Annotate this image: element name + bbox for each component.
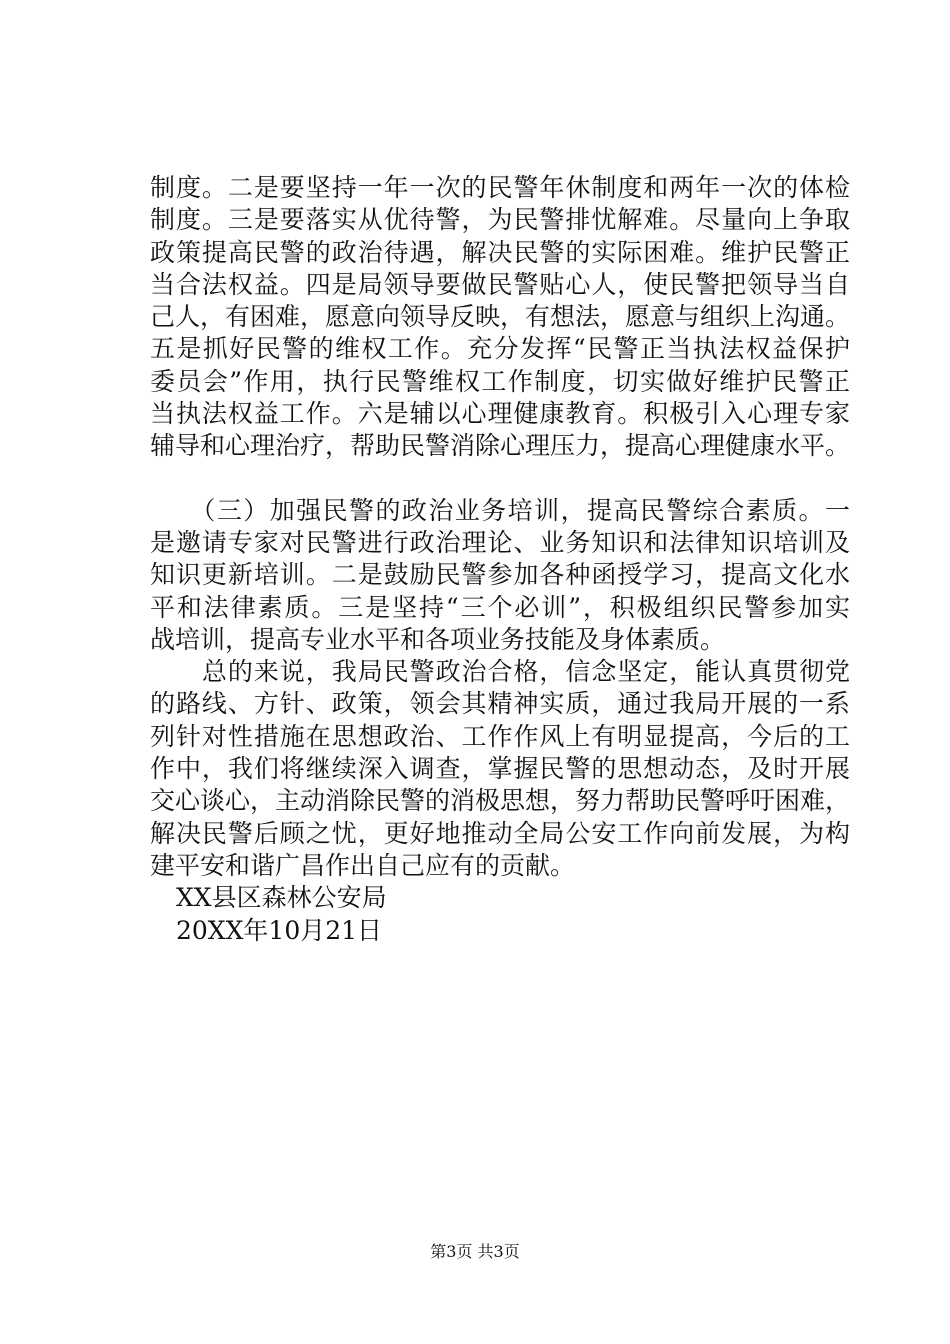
text-line: 建平安和谐广昌作出自己应有的贡献。 [150, 850, 576, 880]
text-line: 的路线、方针、政策，领会其精神实质，通过我局开展的一系 [150, 689, 850, 719]
paragraph-gap [150, 463, 850, 495]
text-line: 总的来说，我局民警政治合格，信念坚定，能认真贯彻党 [150, 657, 850, 687]
text-line: 辅导和心理治疗，帮助民警消除心理压力，提高心理健康水平。 [150, 431, 851, 461]
document-body [150, 172, 850, 947]
text-line: 五是抓好民警的维权工作。充分发挥“民警正当执法权益保护 [150, 334, 850, 364]
paragraph-1 [150, 172, 850, 463]
text-line: （三）加强民警的政治业务培训，提高民警综合素质。一 [150, 495, 850, 525]
text-line: 作中，我们将继续深入调查，掌握民警的思想动态，及时开展 [150, 754, 850, 784]
text-line: 政策提高民警的政治待遇，解决民警的实际困难。维护民警正 [150, 237, 850, 267]
text-line: 列针对性措施在思想政治、工作作风上有明显提高，今后的工 [150, 721, 850, 751]
page-footer: 第3页 共3页 [430, 1242, 520, 1261]
text-line: 是邀请专家对民警进行政治理论、业务知识和法律知识培训及 [150, 527, 850, 557]
text-line: 战培训，提高专业水平和各项业务技能及身体素质。 [150, 624, 726, 654]
text-line: 解决民警后顾之忧，更好地推动全局公安工作向前发展，为构 [150, 818, 850, 848]
signature-date: 20XX年10月21日 [176, 915, 383, 945]
text-line: 己人，有困难，愿意向领导反映，有想法，愿意与组织上沟通。 [150, 302, 851, 332]
text-line: 制度。三是要落实从优待警，为民警排忧解难。尽量向上争取 [150, 205, 850, 235]
text-line: 制度。二是要坚持一年一次的民警年休制度和两年一次的体检 [150, 173, 850, 202]
text-line: 当执法权益工作。六是辅以心理健康教育。积极引入心理专家 [150, 399, 850, 429]
signature-block [150, 882, 850, 947]
text-line: 委员会”作用，执行民警维权工作制度，切实做好维护民警正 [150, 366, 850, 396]
text-line: 平和法律素质。三是坚持“三个必训”，积极组织民警参加实 [150, 592, 850, 622]
text-line: 交心谈心，主动消除民警的消极思想，努力帮助民警呼吁困难， [150, 786, 851, 816]
paragraph-2 [150, 495, 850, 656]
signature-organization: XX县区森林公安局 [176, 883, 387, 913]
paragraph-3 [150, 656, 850, 882]
text-line: 知识更新培训。二是鼓励民警参加各种函授学习，提高文化水 [150, 560, 850, 590]
text-line: 当合法权益。四是局领导要做民警贴心人，使民警把领导当自 [150, 269, 850, 299]
